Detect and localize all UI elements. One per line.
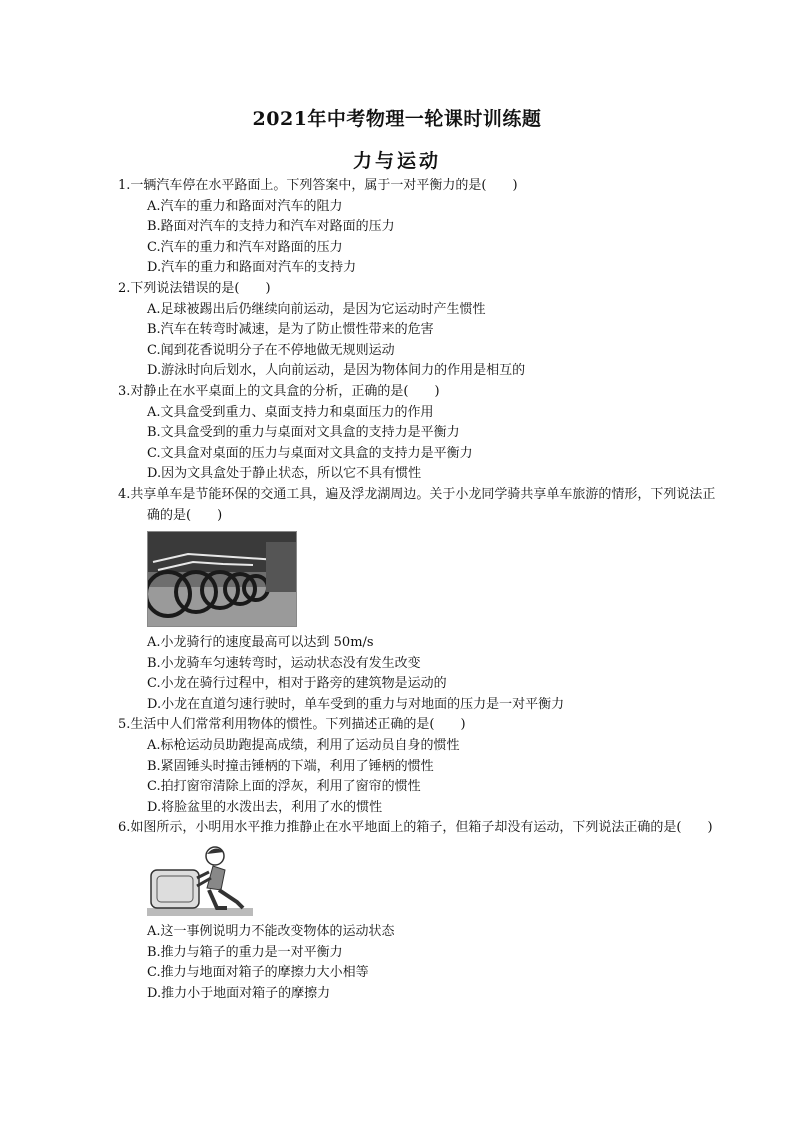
option-d: D.将脸盆里的水泼出去，利用了水的惯性 (147, 799, 383, 815)
option-c: C.文具盒对桌面的压力与桌面对文具盒的支持力是平衡力 (147, 445, 473, 461)
option-b: B.文具盒受到的重力与桌面对文具盒的支持力是平衡力 (147, 425, 460, 441)
option-a: A.这一事例说明力不能改变物体的运动状态 (147, 924, 395, 940)
question-stem: 3.对静止在水平桌面上的文具盒的分析，正确的是( ) (118, 383, 440, 399)
question-stem: 1.一辆汽车停在水平路面上。下列答案中，属于一对平衡力的是( ) (118, 178, 518, 193)
option-a: A.小龙骑行的速度最高可以达到 50m/s (147, 635, 374, 651)
question-stem: 6.如图所示，小明用水平推力推静止在水平地面上的箱子，但箱子却没有运动，下列说法正确的是( ) (118, 820, 713, 836)
option-d: D.游泳时向后划水，人向前运动，是因为物体间力的作用是相互的 (147, 363, 526, 379)
question-6 (118, 818, 718, 1004)
option-b: B.紧固锤头时撞击锤柄的下端，利用了锤柄的惯性 (147, 758, 434, 774)
option-b: B.汽车在转弯时减速，是为了防止惯性带来的危害 (147, 322, 434, 338)
option-a: A.文具盒受到重力、桌面支持力和桌面压力的作用 (147, 404, 434, 420)
question-stem: 5.生活中人们常常利用物体的惯性。下列描述正确的是( ) (118, 717, 466, 733)
question-5 (118, 715, 718, 818)
question-3 (118, 382, 718, 485)
document-subtitle: 力与运动 (352, 150, 441, 172)
boy-pushing-box-illustration (147, 844, 253, 916)
question-4 (118, 485, 718, 716)
option-a: A.标枪运动员助跑提高成绩，利用了运动员自身的惯性 (147, 738, 460, 754)
question-1 (118, 176, 718, 279)
option-b: B.路面对汽车的支持力和汽车对路面的压力 (147, 219, 395, 235)
question-2 (118, 279, 718, 382)
option-c: C.推力与地面对箱子的摩擦力大小相等 (147, 965, 369, 981)
option-d: D.推力小于地面对箱子的摩擦力 (147, 985, 331, 1001)
question-stem: 4.共享单车是节能环保的交通工具，遍及浮龙湖周边。关于小龙同学骑共享单车旅游的情形，下列说法正确的是( ) (118, 486, 716, 523)
shared-bikes-photo (147, 531, 297, 627)
option-c: C.小龙在骑行过程中，相对于路旁的建筑物是运动的 (147, 676, 447, 692)
option-b: B.推力与箱子的重力是一对平衡力 (147, 944, 343, 960)
option-b: B.小龙骑车匀速转弯时，运动状态没有发生改变 (147, 655, 421, 671)
question-list (118, 176, 718, 1004)
question-stem: 2.下列说法错误的是( ) (118, 280, 271, 296)
option-c: C.闻到花香说明分子在不停地做无规则运动 (147, 342, 395, 358)
document-title: 2021年中考物理一轮课时训练题 (252, 108, 542, 130)
option-c: C.拍打窗帘清除上面的浮灰，利用了窗帘的惯性 (147, 779, 421, 795)
option-a: A.足球被踢出后仍继续向前运动，是因为它运动时产生惯性 (147, 301, 486, 317)
option-d: D.汽车的重力和路面对汽车的支持力 (147, 260, 357, 276)
option-c: C.汽车的重力和汽车对路面的压力 (147, 239, 343, 255)
option-d: D.因为文具盒处于静止状态，所以它不具有惯性 (147, 466, 422, 482)
option-d: D.小龙在直道匀速行驶时，单车受到的重力与对地面的压力是一对平衡力 (147, 696, 565, 712)
option-a: A.汽车的重力和路面对汽车的阻力 (147, 198, 343, 214)
